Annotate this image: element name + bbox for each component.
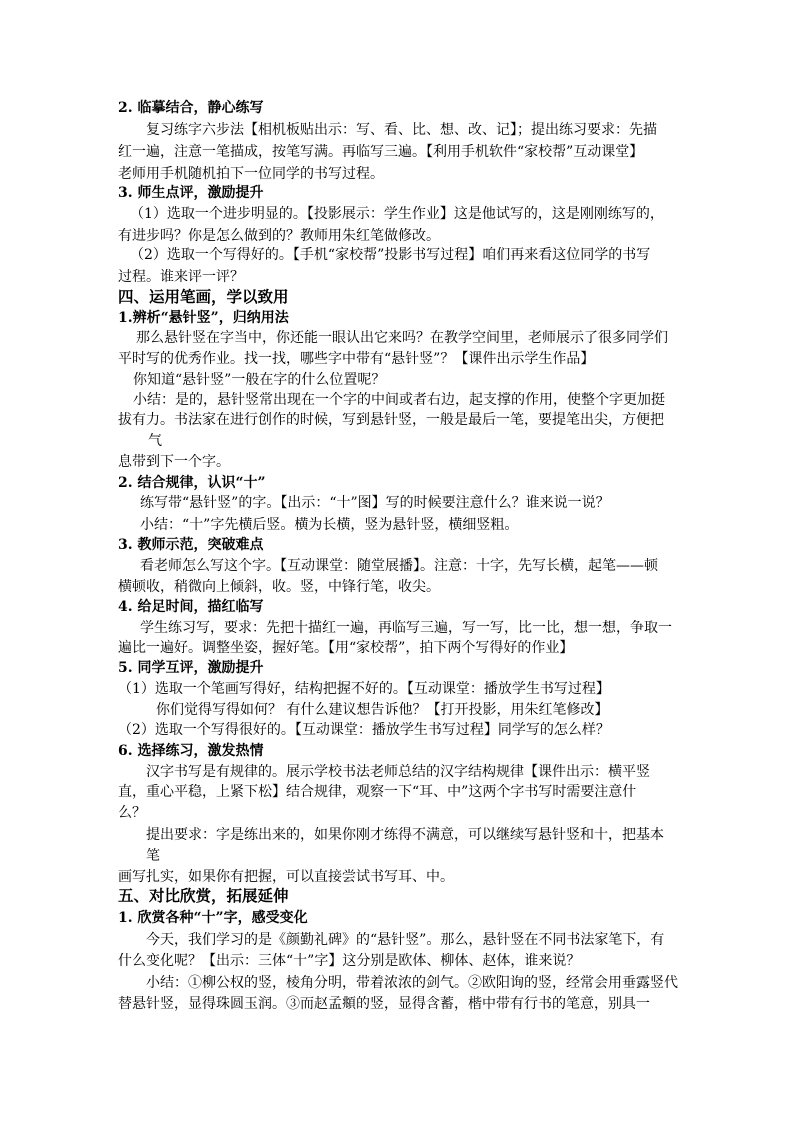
text-line: 学生练习写，要求：先把十描红一遍，再临写三遍，写一写，比一比，想一想，争取一 xyxy=(140,620,672,636)
text-line: 四、运用笔画，学以致用 xyxy=(118,287,289,306)
text-line: 1.辨析“悬针竖”，归纳用法 xyxy=(118,310,289,326)
text-line: 横顿收，稍微向上倾斜，收。竖，中锋行笔，收尖。 xyxy=(118,579,440,595)
text-line: 遍比一遍好。调整坐姿，握好笔。【用“家校帮”，拍下两个写得好的作业】 xyxy=(118,640,574,656)
text-line: （2）选取一个写得好的。【手机“家校帮”投影书写过程】咱们再来看这位同学的书写 xyxy=(130,247,651,263)
text-line: 复习练字六步法【相机板贴出示：写、看、比、想、改、记】；提出练习要求：先描 xyxy=(146,122,657,138)
text-line: （2）选取一个写得很好的。【互动课堂：播放学生书写过程】同学写的怎么样？ xyxy=(118,722,610,738)
text-line: 5. 同学互评，激励提升 xyxy=(118,660,264,676)
text-line: （1）选取一个进步明显的。【投影展示：学生作业】这是他试写的，这是刚刚练写的， xyxy=(130,206,664,222)
text-line: 小结：是的，悬针竖常出现在一个字的中间或者右边，起支撑的作用，使整个字更加挺 xyxy=(133,392,665,408)
text-line: 替悬针竖，显得珠圆玉润。③而赵孟頫的竖，显得含蓄，楷中带有行书的笔意，别具一 xyxy=(118,996,650,1012)
text-line: 3. 教师示范，突破难点 xyxy=(118,537,264,553)
text-line: 2. 临摹结合，静心练写 xyxy=(118,100,264,116)
text-line: 五、对比欣赏，拓展延伸 xyxy=(118,886,289,905)
text-line: 你知道“悬针竖”一般在字的什么位置呢？ xyxy=(133,372,386,388)
text-line: 红一遍，注意一笔描成，按笔写满。再临写三遍。【利用手机软件“家校帮”互动课堂】 xyxy=(118,144,644,160)
text-line: 2. 结合规律，认识“十” xyxy=(118,475,266,491)
text-line: （1）选取一个笔画写得好，结构把握不好的。【互动课堂：播放学生书写过程】 xyxy=(118,681,610,697)
text-line: 老师用手机随机拍下一位同学的书写过程。 xyxy=(118,166,384,182)
text-line: 笔 xyxy=(146,848,160,864)
text-line: 1. 欣赏各种“十”字，感受变化 xyxy=(118,910,308,926)
text-line: 汉字书写是有规律的。展示学校书法老师总结的汉字结构规律【课件出示：横平竖 xyxy=(146,764,650,780)
text-line: 4. 给足时间，描红临写 xyxy=(118,599,264,615)
text-line: 提出要求：字是练出来的，如果你刚才练得不满意，可以继续写悬针竖和十，把基本 xyxy=(146,827,664,843)
text-line: 气 xyxy=(148,433,162,449)
text-line: 息带到下一个字。 xyxy=(118,454,230,470)
text-line: 今天，我们学习的是《颜勤礼碑》的“悬针竖”。那么，悬针竖在不同书法家笔下，有 xyxy=(146,932,665,948)
text-line: 你们觉得写得如何？ 有什么建议想告诉他？【打开投影，用朱红笔修改】 xyxy=(156,702,609,718)
text-line: 3. 师生点评，激励提升 xyxy=(118,185,264,201)
text-line: 直，重心平稳，上紧下松】结合规律，观察一下“耳、中”这两个字书写时需要注意什 xyxy=(118,784,637,800)
text-line: 过程。谁来评一评？ xyxy=(118,269,244,285)
text-line: 平时写的优秀作业。找一找，哪些字中带有“悬针竖”？【课件出示学生作品】 xyxy=(118,351,595,367)
text-line: 什么变化呢？【出示：三体“十”字】这分别是欧体、柳体、赵体，谁来说？ xyxy=(118,953,581,969)
text-line: 画写扎实，如果你有把握，可以直接尝试书写耳、中。 xyxy=(118,869,454,885)
text-line: 小结：①柳公权的竖，棱角分明，带着浓浓的剑气。②欧阳询的竖，经常会用垂露竖代 xyxy=(146,975,678,991)
text-line: 看老师怎么写这个字。【互动课堂：随堂展播】。注意：十字，先写长横，起笔——顿 xyxy=(140,558,658,574)
text-line: 那么悬针竖在字当中，你还能一眼认出它来吗？在教学空间里，老师展示了很多同学们 xyxy=(136,330,668,346)
text-line: 练写带“悬针竖”的字。【出示：“十”图】写的时候要注意什么？谁来说一说？ xyxy=(140,495,610,511)
text-line: 小结：“十”字先横后竖。横为长横，竖为悬针竖，横细竖粗。 xyxy=(140,517,519,533)
text-line: 6. 选择练习，激发热情 xyxy=(118,743,264,759)
text-line: 有进步吗？你是怎么做到的？教师用朱红笔做修改。 xyxy=(118,228,440,244)
text-line: 拔有力。书法家在进行创作的时候，写到悬针竖，一般是最后一笔，要提笔出尖，方便把 xyxy=(118,412,664,428)
text-line: 么？ xyxy=(118,805,146,821)
